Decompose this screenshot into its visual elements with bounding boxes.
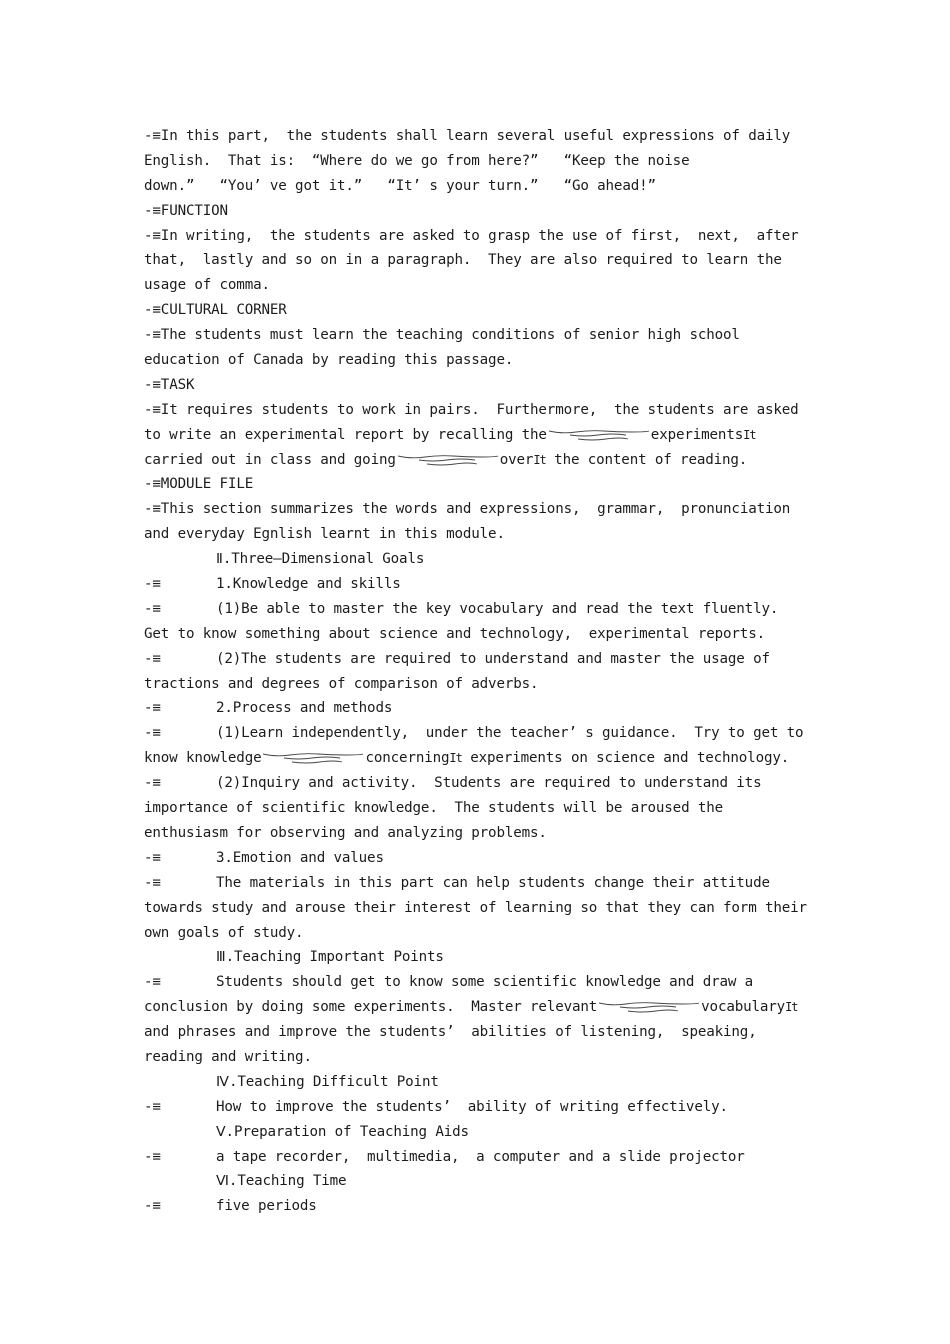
- annotation-mark: It: [449, 751, 462, 766]
- text-line: [144, 970, 824, 995]
- list-marker: -≡: [144, 202, 161, 219]
- list-marker: -≡: [144, 576, 161, 593]
- text-line: [144, 497, 824, 522]
- list-marker: -≡: [144, 650, 161, 667]
- list-marker: -≡: [144, 775, 161, 792]
- wavy-underline-mark: [397, 453, 499, 467]
- text-line: [144, 597, 824, 622]
- line-text: Ⅱ.Three—Dimensional Goals: [216, 551, 425, 568]
- line-text: In this part, the students shall learn several useful expressions of daily: [160, 128, 791, 144]
- text-line: [144, 647, 824, 672]
- wavy-underline-mark: [598, 1000, 700, 1014]
- line-text: 1.Knowledge and skills: [216, 576, 401, 593]
- text-line: [144, 846, 824, 871]
- text-line: [144, 348, 824, 373]
- text-line: [144, 995, 824, 1020]
- text-line: [144, 174, 824, 199]
- text-line: [144, 522, 824, 547]
- line-text: and everyday Egnlish learnt in this module.: [144, 526, 505, 543]
- list-marker: -≡: [144, 128, 161, 144]
- annotated-word: vocabulary: [701, 999, 786, 1016]
- annotated-word: concerning: [365, 750, 450, 767]
- document-body: [144, 124, 824, 1219]
- list-marker: -≡: [144, 227, 161, 244]
- line-text: 3.Emotion and values: [216, 849, 384, 866]
- line-text-tail: the content of reading.: [545, 451, 748, 468]
- text-line: [144, 423, 824, 448]
- line-text: know knowledge: [144, 750, 262, 767]
- text-line: [144, 572, 824, 597]
- annotation-mark: It: [533, 452, 546, 467]
- text-line: [144, 1145, 824, 1170]
- line-text: reading and writing.: [144, 1048, 312, 1065]
- line-text: own goals of study.: [144, 924, 304, 941]
- text-line: [144, 373, 824, 398]
- text-line: [144, 1020, 824, 1045]
- line-text: The materials in this part can help students change their attitude: [216, 874, 770, 891]
- text-line: [144, 696, 824, 721]
- annotation-mark: It: [785, 1000, 798, 1015]
- text-line: [144, 472, 824, 497]
- line-text: a tape recorder, multimedia, a computer and a slide projector: [216, 1148, 745, 1165]
- line-text: (1)Be able to master the key vocabulary and read the text fluently.: [216, 600, 779, 617]
- line-text: to write an experimental report by recalling the: [144, 426, 547, 443]
- line-text: carried out in class and going: [144, 451, 396, 468]
- text-line: [144, 746, 824, 771]
- text-line: [144, 796, 824, 821]
- list-marker: -≡: [144, 501, 161, 518]
- list-marker: -≡: [144, 376, 161, 393]
- line-text: that, lastly and so on in a paragraph. They are also required to learn the: [144, 252, 782, 269]
- wavy-underline-mark: [548, 428, 650, 442]
- line-text: FUNCTION: [160, 202, 228, 219]
- line-text: This section summarizes the words and expressions, grammar, pronunciation: [160, 501, 791, 518]
- line-text: and phrases and improve the students’ abilities of listening, speaking,: [144, 1024, 757, 1041]
- line-text: Ⅵ.Teaching Time: [216, 1173, 347, 1190]
- line-text: 2.Process and methods: [216, 700, 393, 717]
- list-marker: -≡: [144, 600, 161, 617]
- text-line: [144, 1070, 824, 1095]
- line-text: CULTURAL CORNER: [160, 302, 287, 319]
- annotated-word: experiments: [650, 426, 744, 443]
- line-text: down.” “You’ ve got it.” “It’ s your turn.” “Go ahead!”: [144, 177, 656, 194]
- line-text: TASK: [160, 376, 195, 393]
- text-line: [144, 248, 824, 273]
- text-line: [144, 871, 824, 896]
- line-text: The students must learn the teaching conditions of senior high school: [160, 327, 740, 344]
- text-line: [144, 771, 824, 796]
- text-line: [144, 547, 824, 572]
- line-text: enthusiasm for observing and analyzing problems.: [144, 824, 547, 841]
- text-line: [144, 1194, 824, 1219]
- list-marker: -≡: [144, 1148, 161, 1165]
- text-line: [144, 1169, 824, 1194]
- text-line: [144, 323, 824, 348]
- list-marker: -≡: [144, 302, 161, 319]
- text-line: [144, 1120, 824, 1145]
- text-line: [144, 622, 824, 647]
- text-line: [144, 1045, 824, 1070]
- line-text: education of Canada by reading this passage.: [144, 352, 514, 369]
- text-line: [144, 273, 824, 298]
- list-marker: -≡: [144, 725, 161, 742]
- text-line: [144, 199, 824, 224]
- line-text-tail: experiments on science and technology.: [461, 750, 790, 767]
- annotation-mark: It: [743, 427, 756, 442]
- text-line: [144, 896, 824, 921]
- line-text: importance of scientific knowledge. The students will be aroused the: [144, 800, 724, 817]
- line-text: (2)The students are required to understand and master the usage of: [216, 650, 770, 667]
- text-line: [144, 672, 824, 697]
- line-text: Ⅲ.Teaching Important Points: [216, 949, 444, 966]
- text-line: [144, 821, 824, 846]
- line-text: How to improve the students’ ability of writing effectively.: [216, 1098, 728, 1115]
- list-marker: -≡: [144, 1098, 161, 1115]
- text-line: [144, 921, 824, 946]
- line-text: English. That is: “Where do we go from here?” “Keep the noise: [144, 152, 690, 169]
- text-line: [144, 298, 824, 323]
- line-text: towards study and arouse their interest of learning so that they can form their: [144, 899, 807, 916]
- line-text: tractions and degrees of comparison of adverbs.: [144, 675, 539, 692]
- text-line: [144, 398, 824, 423]
- line-text: (1)Learn independently, under the teacher’ s guidance. Try to get to: [216, 725, 804, 742]
- wavy-underline-mark: [262, 751, 364, 765]
- text-line: [144, 721, 824, 746]
- text-line: [144, 124, 824, 149]
- line-text: Students should get to know some scientific knowledge and draw a: [216, 974, 754, 991]
- list-marker: -≡: [144, 327, 161, 344]
- text-line: [144, 448, 824, 473]
- list-marker: -≡: [144, 1198, 161, 1215]
- text-line: [144, 1095, 824, 1120]
- text-line: [144, 224, 824, 249]
- list-marker: -≡: [144, 401, 161, 418]
- text-line: [144, 149, 824, 174]
- line-text: (2)Inquiry and activity. Students are required to understand its: [216, 775, 762, 792]
- text-line: [144, 945, 824, 970]
- line-text: MODULE FILE: [160, 476, 254, 493]
- line-text: five periods: [216, 1198, 317, 1215]
- line-text: Ⅳ.Teaching Difficult Point: [216, 1073, 439, 1090]
- list-marker: -≡: [144, 849, 161, 866]
- list-marker: -≡: [144, 874, 161, 891]
- line-text: It requires students to work in pairs. Furthermore, the students are asked: [160, 401, 799, 418]
- list-marker: -≡: [144, 476, 161, 493]
- line-text: In writing, the students are asked to grasp the use of first, next, after: [160, 227, 799, 244]
- list-marker: -≡: [144, 974, 161, 991]
- line-text: conclusion by doing some experiments. Master relevant: [144, 999, 598, 1016]
- list-marker: -≡: [144, 700, 161, 717]
- line-text: Get to know something about science and technology, experimental reports.: [144, 625, 765, 642]
- line-text: usage of comma.: [144, 277, 270, 294]
- line-text: Ⅴ.Preparation of Teaching Aids: [216, 1123, 469, 1140]
- annotated-word: over: [499, 451, 534, 468]
